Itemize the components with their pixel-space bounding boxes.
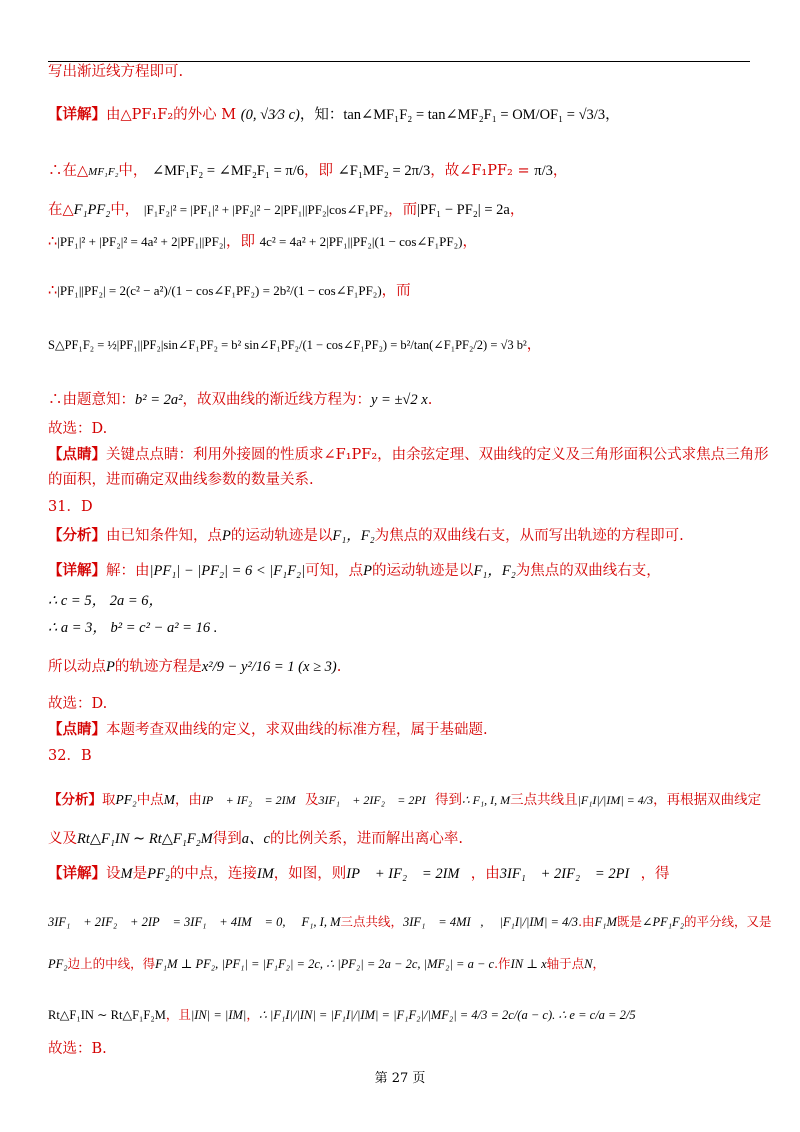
text: .由	[578, 914, 595, 929]
text: 的比例关系，进而解出离心率.	[269, 831, 464, 847]
text: 及	[304, 792, 319, 808]
text-line	[48, 863, 752, 885]
text-line	[48, 160, 752, 183]
text: 中，	[110, 202, 140, 218]
math: IM	[256, 866, 274, 882]
text: 设	[106, 866, 121, 882]
math: ∴ c = 5， 2a = 6，	[48, 593, 163, 609]
math: P	[222, 528, 231, 544]
text: ，而	[388, 202, 418, 218]
text-line	[48, 389, 752, 411]
text: 的运动轨迹是以	[371, 563, 474, 579]
math: 3IF₁⃗ + 2IF₂⃗ = 2PI⃗	[318, 793, 435, 807]
section-tag: 【分析】	[48, 527, 106, 544]
text-line	[48, 444, 769, 466]
text-line	[48, 953, 752, 975]
math: M	[163, 792, 175, 807]
text: ，而	[381, 283, 411, 299]
text-line	[48, 61, 752, 83]
text-line	[48, 828, 752, 850]
text: 是	[132, 866, 148, 882]
math: IP⃗ + IF₂⃗ = 2IM⃗	[201, 793, 305, 807]
text: ，	[246, 1007, 259, 1022]
math: x²/9 − y²/16 = 1 (x ≥ 3)	[201, 659, 337, 675]
text: 可知，点	[305, 563, 364, 579]
text-line	[48, 656, 752, 678]
math: ∠MF₁F₂ = ∠MF₂F₁ = π/6	[152, 163, 305, 179]
text: ，故双曲线的渐近线方程为：	[182, 392, 371, 408]
math: PF₂	[48, 957, 68, 971]
text-line	[48, 104, 752, 126]
text: 既是	[616, 914, 642, 929]
text: 的中点，连接	[169, 866, 257, 882]
math: IP⃗ + IF₂⃗ = 2IM⃗	[346, 866, 471, 882]
text-line	[48, 496, 752, 518]
math: F₁PF₂	[73, 202, 111, 218]
text-line	[48, 617, 752, 639]
text-line	[48, 745, 752, 767]
math: MF₁F₂	[88, 166, 119, 178]
math: |PF₁| − |PF₂| = 6 < |F₁F₂|	[149, 563, 306, 579]
text-line	[48, 911, 772, 933]
text: 本题考查双曲线的定义，求双曲线的标准方程，属于基础题.	[106, 722, 488, 738]
text-line	[48, 719, 752, 741]
math: |F₁F₂|² = |PF₁|² + |PF₂|² − 2|PF₁||PF₂|cos∠F₁PF₂	[143, 202, 389, 217]
text-line	[48, 334, 752, 356]
math: M	[120, 866, 133, 882]
text: 中点	[136, 792, 164, 808]
text: ，	[526, 337, 542, 353]
text: .	[427, 392, 433, 408]
math: PF₂	[115, 792, 137, 807]
text-line	[48, 231, 752, 253]
text-line	[48, 418, 752, 440]
math: (0, √3⁄3 c)	[240, 107, 300, 123]
text: 在△	[48, 202, 74, 218]
math: |PF₁|² + |PF₂|² = 4a² + 2|PF₁||PF₂|	[57, 234, 226, 249]
text: 取	[102, 792, 116, 808]
math: a、c	[241, 831, 270, 847]
math: ，知：tan∠MF₁F₂ = tan∠MF₂F₁ = OM/OF₁ = √3/3，	[299, 107, 620, 123]
section-tag: 【点睛】	[48, 721, 106, 738]
page-number: 第 27 页	[374, 1071, 426, 1086]
section-tag: 【分析】	[48, 792, 102, 808]
math: ∠PF₁F₂	[641, 915, 685, 929]
text-line	[48, 525, 752, 547]
text: 三点共线且	[510, 792, 578, 808]
text: 的运动轨迹是以	[230, 528, 333, 544]
text: 轴于点	[546, 956, 585, 971]
math: |PF₁ − PF₂| = 2a	[417, 202, 510, 218]
text-line	[48, 590, 752, 612]
math: |IN| = |IM|	[190, 1008, 247, 1022]
text: ∴	[48, 283, 58, 299]
math: F₁M ⊥ PF₂, |PF₁| = |F₁F₂| = 2c, ∴ |PF₂| = 2a − 2c, |MF₂| = a − c	[155, 957, 495, 971]
text: ，再根据双曲线定	[653, 792, 762, 808]
text-line	[48, 560, 752, 582]
math: Rt△F₁IN ∼ Rt△F₁F₂M	[48, 1008, 166, 1022]
math: F₁，F₂	[332, 528, 375, 544]
math: 4c² = 4a² + 2|PF₁||PF₂|(1 − cos∠F₁PF₂)	[259, 234, 463, 249]
text: 由△PF₁F₂的外心 M	[106, 107, 237, 123]
answer: 故选：B.	[48, 1041, 107, 1057]
math: F₁，F₂	[473, 563, 516, 579]
math: ∴ |F₁I|/|IN| = |F₁I|/|IM| = |F₁F₂|/|MF₂| = 4/3 = 2c/(a − c). ∴ e = c/a = 2/5	[258, 1008, 636, 1022]
section-tag: 【详解】	[48, 106, 106, 123]
math: S△PF₁F₂ = ½|PF₁||PF₂|sin∠F₁PF₂ = b² sin∠F₁PF₂/(1 − cos∠F₁PF₂) = b²/tan(∠F₁PF₂/2) = √3 b²	[48, 338, 527, 352]
text: ∴由题意知：	[48, 392, 135, 408]
text-line	[48, 789, 762, 811]
text: 关键点点睛：利用外接圆的性质求∠F₁PF₂，由余弦定理、双曲线的定义及三角形面积公式求焦点三角形	[106, 447, 769, 463]
math: PF₂	[147, 866, 170, 882]
text-line	[48, 1004, 752, 1026]
text: .作	[494, 956, 511, 971]
text: 得到	[434, 792, 462, 808]
text: ，得	[640, 866, 670, 882]
math: 3IF₁⃗ + 2IF₂⃗ + 2IP⃗ = 3IF₁⃗ + 4IM⃗ = 0, ∴ F₁, I, M	[48, 915, 341, 929]
section-tag: 【详解】	[48, 562, 106, 579]
text-line	[48, 1038, 752, 1060]
text: 得到	[212, 831, 242, 847]
math: Rt△F₁IN ∼ Rt△F₁F₂M	[77, 831, 213, 847]
text: .	[336, 659, 342, 675]
text: 的面积，进而确定双曲线参数的数量关系.	[48, 472, 314, 488]
text-line	[48, 693, 752, 715]
text: 的平分线，又是	[684, 914, 772, 929]
text: ，故∠F₁PF₂ =	[430, 163, 530, 179]
text: 为焦点的双曲线右支，	[515, 563, 661, 579]
math: F₁M	[594, 915, 617, 929]
text: ，由	[470, 866, 500, 882]
section-tag: 【详解】	[48, 865, 106, 882]
text: 为焦点的双曲线右支，从而写出轨迹的方程即可.	[374, 528, 684, 544]
text: ∴在△	[48, 163, 89, 179]
text-line	[48, 199, 752, 221]
math: ∠F₁MF₂ = 2π/3	[337, 163, 431, 179]
math: N	[584, 957, 593, 971]
text-line	[48, 280, 752, 302]
math: ∴ a = 3， b² = c² − a² = 16 .	[48, 620, 218, 636]
answer: 故选：D.	[48, 696, 108, 712]
text: ，	[462, 234, 477, 250]
math: |PF₁||PF₂| = 2(c² − a²)/(1 − cos∠F₁PF₂) = 2b²/(1 − cos∠F₁PF₂)	[57, 283, 382, 298]
text: ，且	[165, 1007, 191, 1022]
question-number: 32．B	[48, 748, 92, 764]
text: 义及	[48, 831, 77, 847]
section-tag: 【点睛】	[48, 446, 106, 463]
math: π/3	[534, 163, 553, 179]
text: 中，	[118, 163, 148, 179]
math: P	[106, 659, 115, 675]
text: ，即	[225, 234, 255, 250]
math: |F₁I|/|IM| = 4/3	[577, 793, 654, 807]
text: ，	[552, 163, 568, 179]
answer: 故选：D.	[48, 421, 108, 437]
text: ∴	[48, 234, 58, 250]
text: ，	[592, 956, 605, 971]
text: 的轨迹方程是	[114, 659, 202, 675]
text: 由已知条件知，点	[106, 528, 222, 544]
text: 解：由	[106, 563, 150, 579]
text: ，如图，则	[273, 866, 347, 882]
math: y = ±√2 x	[370, 392, 428, 408]
text: 写出渐近线方程即可.	[48, 64, 184, 80]
math: 3IF₁⃗ + 2IF₂⃗ = 2PI⃗	[499, 866, 641, 882]
text: 三点共线，	[340, 914, 404, 929]
text: ，	[509, 202, 525, 218]
text-line	[48, 469, 752, 491]
math: 3IF₁⃗ = 4MI⃗, ∴ |F₁I|/|IM| = 4/3	[403, 915, 579, 929]
math: ∴ F₁, I, M	[461, 793, 511, 807]
math: P	[363, 563, 372, 579]
text: 边上的中线，得	[67, 956, 156, 971]
text: ，由	[174, 792, 202, 808]
text: 所以动点	[48, 659, 106, 675]
text: ，即	[304, 163, 334, 179]
question-number: 31．D	[48, 499, 93, 515]
math: IN ⊥ x	[510, 957, 547, 971]
math: b² = 2a²	[135, 392, 183, 408]
